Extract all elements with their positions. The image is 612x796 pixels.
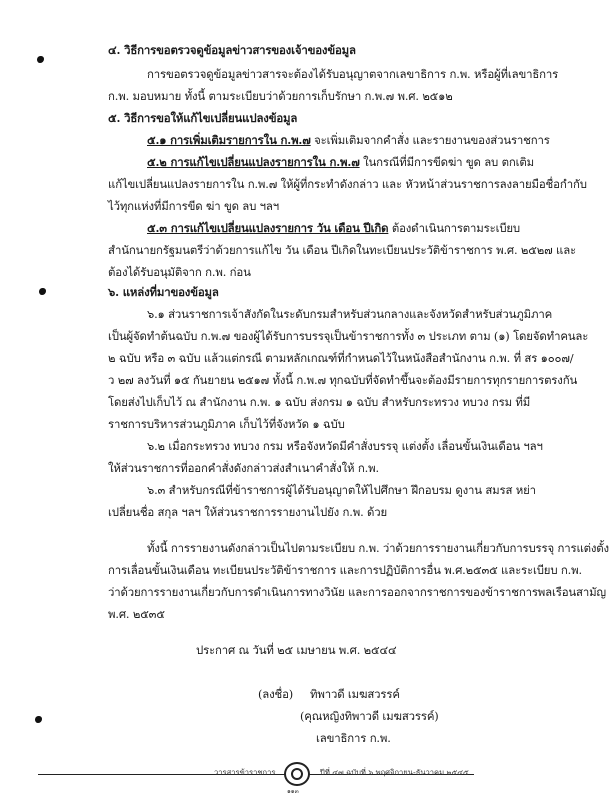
- scan-mark: [39, 288, 46, 295]
- announcement-date: ประกาศ ณ วันที่ ๒๕ เมษายน พ.ศ. ๒๕๔๔: [196, 643, 397, 657]
- section-5-2-line: แก้ไขเปลี่ยนแปลงรายการใน ก.พ.๗ ให้ผู้ที่กระทำดังกล่าว และ หัวหน้าส่วนราชการลงลายมือชื่อกำกับ: [108, 177, 587, 191]
- section-5-heading: ๕. วิธีการขอให้แก้ไขเปลี่ยนแปลงข้อมูล: [108, 111, 298, 125]
- section-5-1-line: [147, 134, 550, 148]
- signature-label: (ลงชื่อ): [258, 687, 294, 701]
- section-6-1-line: โดยส่งไปเก็บไว้ ณ สำนักงาน ก.พ. ๑ ฉบับ ส่งกรม ๑ ฉบับ สำหรับกระทรวง ทบวง กรม ที่มี: [108, 395, 531, 409]
- scan-mark: [37, 56, 44, 63]
- section-6-1-line: ๒ ฉบับ หรือ ๓ ฉบับ แล้วแต่กรณี ตามหลักเกณฑ์ที่กำหนดไว้ในหนังสือสำนักงาน ก.พ. ที่ สร ๑๐๐๗/: [108, 351, 574, 365]
- section-5-3-text: ต้องดำเนินการตามระเบียบ: [388, 221, 521, 235]
- section-5-1-title: ๕.๑ การเพิ่มเติมรายการใน ก.พ.๗: [147, 133, 311, 147]
- scan-mark: [35, 716, 42, 723]
- closing-paragraph-line: การเลื่อนขั้นเงินเดือน ทะเบียนประวัติข้าราชการ และการปฏิบัติการอื่น พ.ศ.๒๕๓๕ และระเบียบ ก.พ.: [108, 563, 582, 577]
- section-6-1-line: ราชการบริหารส่วนภูมิภาค เก็บไว้ที่จังหวัด ๑ ฉบับ: [108, 417, 345, 431]
- section-6-1-line: ๖.๑ ส่วนราชการเจ้าสังกัดในระดับกรมสำหรับส่วนกลางและจังหวัดสำหรับส่วนภูมิภาค: [147, 307, 553, 321]
- signatory-position: เลขาธิการ ก.พ.: [316, 731, 391, 745]
- closing-paragraph-line: พ.ศ. ๒๕๓๕: [108, 607, 165, 621]
- section-5-3-line: สำนักนายกรัฐมนตรีว่าด้วยการแก้ไข วัน เดือน ปีเกิดในทะเบียนประวัติข้าราชการ พ.ศ. ๒๕๒๗ และ: [108, 243, 576, 257]
- footer-issue-info: ปีที่ ๔๗ ฉบับที่ ๖ พฤศจิกายน-ธันวาคม ๒๕๔๕: [320, 768, 469, 777]
- section-5-3-line: ต้องได้รับอนุมัติจาก ก.พ. ก่อน: [108, 265, 251, 279]
- section-4-heading: ๔. วิธีการขอตรวจดูข้อมูลข่าวสารของเจ้าของข้อมูล: [108, 43, 356, 57]
- section-5-1-text: จะเพิ่มเติมจากคำสั่ง และรายงานของส่วนราชการ: [310, 133, 550, 147]
- section-4-text-line: การขอตรวจดูข้อมูลข่าวสารจะต้องได้รับอนุญาตจากเลขาธิการ ก.พ. หรือผู้ที่เลขาธิการ: [147, 67, 559, 81]
- section-5-2-title: ๕.๒ การแก้ไขเปลี่ยนแปลงรายการใน ก.พ.๗: [147, 155, 360, 169]
- journal-logo-icon: [284, 762, 310, 786]
- section-5-2-line: [147, 156, 534, 170]
- footer-journal-name: วารสารข้าราชการ: [214, 768, 276, 777]
- section-5-3-line: [147, 222, 520, 236]
- footer-page-number: ๑๑๓: [287, 788, 299, 795]
- section-6-3-line: เปลี่ยนชื่อ สกุล ฯลฯ ให้ส่วนราชการรายงานไปยัง ก.พ. ด้วย: [108, 505, 388, 519]
- section-6-heading: ๖. แหล่งที่มาของข้อมูล: [108, 285, 219, 299]
- section-6-1-line: เป็นผู้จัดทำต้นฉบับ ก.พ.๗ ของผู้ได้รับการบรรจุเป็นข้าราชการทั้ง ๓ ประเภท ตาม (๑) โดยจัดทำคนละ: [108, 329, 589, 343]
- section-5-3-title: ๕.๓ การแก้ไขเปลี่ยนแปลงรายการ วัน เดือน ปีเกิด: [147, 221, 389, 235]
- signatory-name: ทิพาวดี เมฆสวรรค์: [310, 687, 400, 701]
- section-6-1-line: ว ๒๗ ลงวันที่ ๑๕ กันยายน ๒๕๑๗ ทั้งนี้ ก.พ.๗ ทุกฉบับที่จัดทำขึ้นจะต้องมีรายการทุกรายการตรงกัน: [108, 373, 578, 387]
- section-6-2-line: ให้ส่วนราชการที่ออกคำสั่งดังกล่าวส่งสำเนาคำสั่งให้ ก.พ.: [108, 461, 379, 475]
- section-6-3-line: ๖.๓ สำหรับกรณีที่ข้าราชการผู้ได้รับอนุญาตให้ไปศึกษา ฝึกอบรม ดูงาน สมรส หย่า: [147, 483, 536, 497]
- signatory-full-name: (คุณหญิงทิพาวดี เมฆสวรรค์): [300, 709, 439, 723]
- section-4-text-line: ก.พ. มอบหมาย ทั้งนี้ ตามระเบียบว่าด้วยการเก็บรักษา ก.พ.๗ พ.ศ. ๒๕๑๒: [108, 89, 453, 103]
- section-5-2-line: ไว้ทุกแห่งที่มีการขีด ฆ่า ขูด ลบ ฯลฯ: [108, 199, 280, 213]
- closing-paragraph-line: ทั้งนี้ การรายงานดังกล่าวเป็นไปตามระเบียบ ก.พ. ว่าด้วยการรายงานเกี่ยวกับการบรรจุ การแต่งตั้ง: [147, 541, 609, 555]
- section-5-2-text: ในกรณีที่มีการขีดฆ่า ขูด ลบ ตกเติม: [359, 155, 534, 169]
- section-6-2-line: ๖.๒ เมื่อกระทรวง ทบวง กรม หรือจังหวัดมีคำสั่งบรรจุ แต่งตั้ง เลื่อนขั้นเงินเดือน ฯลฯ: [147, 439, 543, 453]
- closing-paragraph-line: ว่าด้วยการรายงานเกี่ยวกับการดำเนินการทางวินัย และการออกจากราชการของข้าราชการพลเรือนสามัญ: [108, 585, 606, 599]
